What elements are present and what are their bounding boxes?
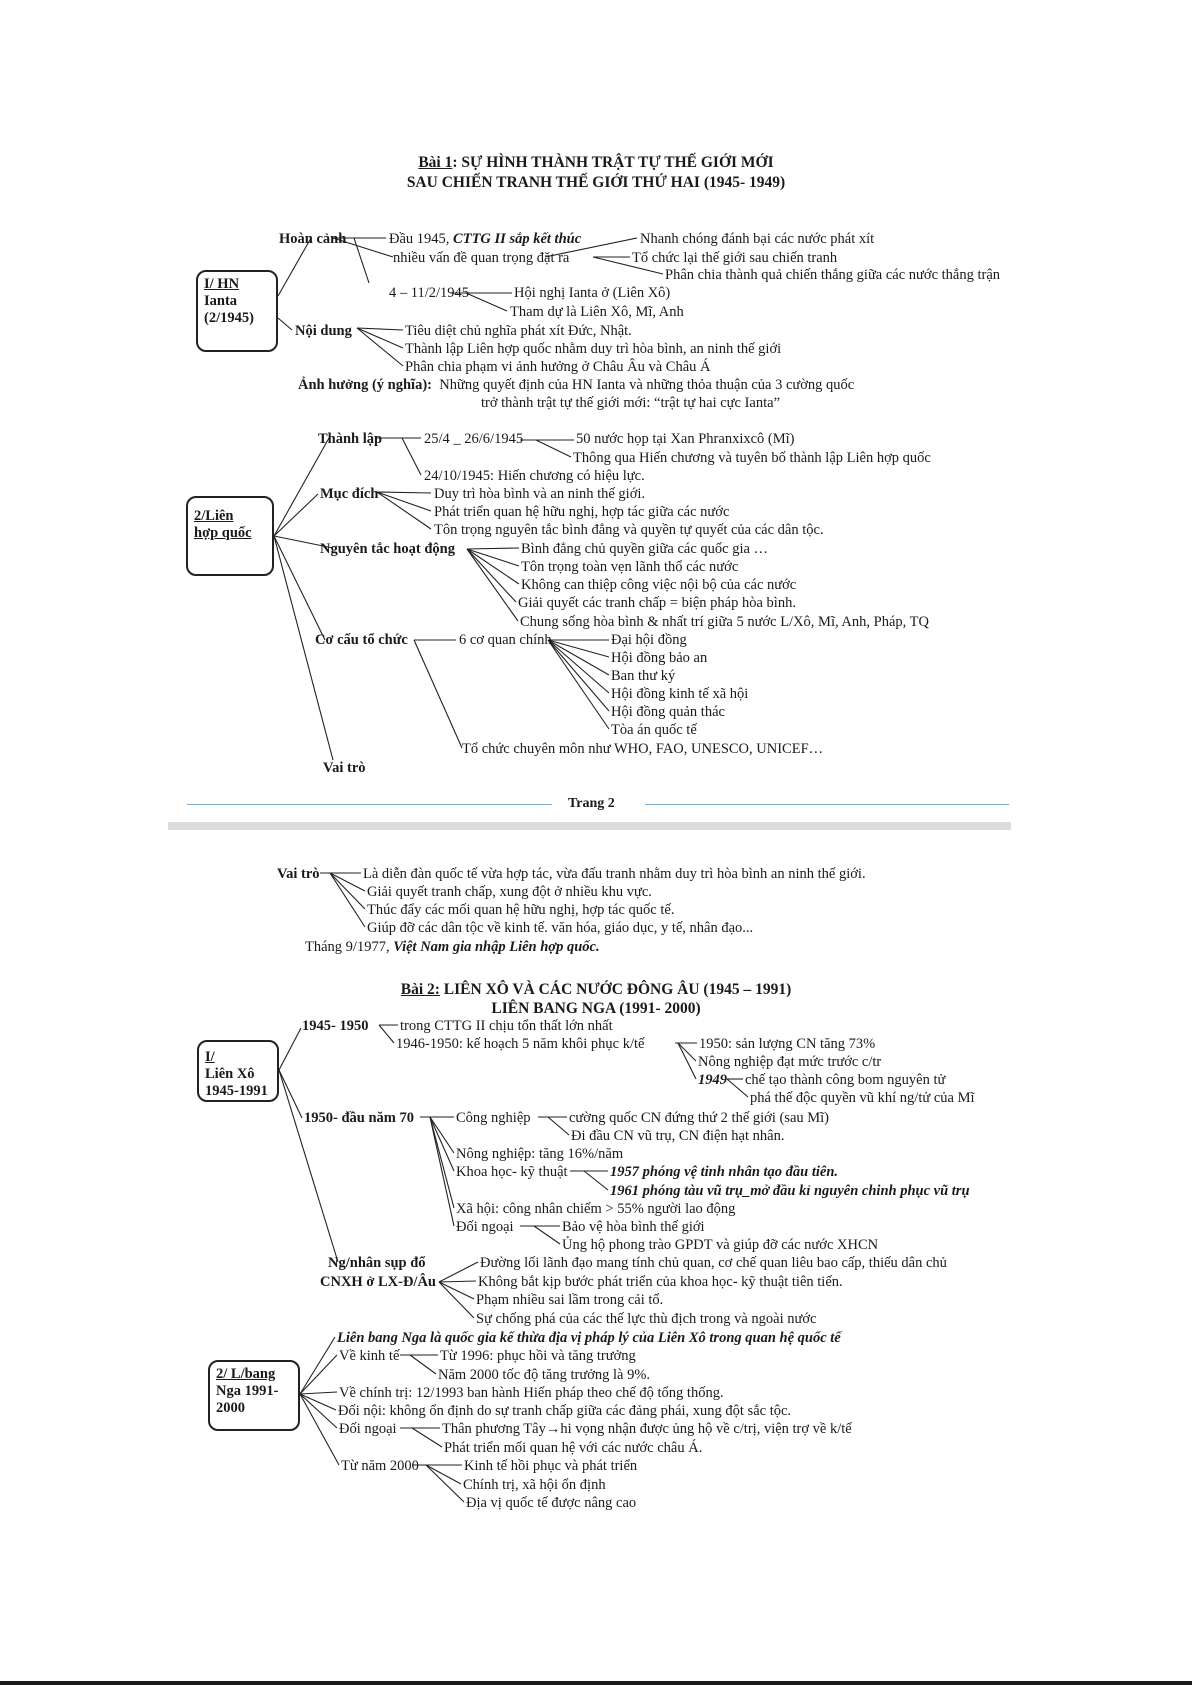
russia-foreign-2: Phát triển mối quan hệ với các nước châu Á. bbox=[444, 1440, 703, 1456]
connector-line-25 bbox=[467, 548, 519, 549]
un-purpose-3: Tôn trọng nguyên tắc bình đẳng và quyền tự quyết của các dân tộc. bbox=[434, 522, 824, 538]
un-organ-1: Đại hội đồng bbox=[611, 632, 687, 648]
connector-line-12 bbox=[357, 328, 403, 366]
russia-box-line3: 2000 bbox=[216, 1400, 245, 1416]
ussr-industry-2: Đi đầu CN vũ trụ, CN điện hạt nhân. bbox=[571, 1128, 785, 1144]
footer-rule-left bbox=[187, 804, 552, 805]
ianta-box-line1: I/ HN bbox=[204, 276, 240, 292]
connector-line-74 bbox=[410, 1355, 436, 1374]
connector-line-40 bbox=[330, 873, 365, 909]
russia-box bbox=[208, 1360, 300, 1431]
p2-vn-join-text: Việt Nam gia nhập Liên hợp quốc. bbox=[393, 939, 600, 955]
connector-line-63 bbox=[439, 1262, 478, 1282]
ussr-bomb-1: chế tạo thành công bom nguyên tử bbox=[745, 1072, 946, 1088]
un-box-line1: 2/Liên bbox=[194, 508, 234, 524]
un-charter-effective: 24/10/1945: Hiến chương có hiệu lực. bbox=[424, 468, 645, 484]
ianta-box bbox=[196, 270, 278, 352]
footer-rule-right bbox=[645, 804, 1009, 805]
connector-line-16 bbox=[274, 536, 325, 640]
ussr-science-1961: 1961 phóng tàu vũ trụ_mở đầu kỉ nguyên chinh phục vũ trụ bbox=[610, 1183, 970, 1199]
ianta-dau-1945-text: Đầu 1945, bbox=[389, 231, 454, 247]
ianta-cttg-ending: CTTG II sắp kết thúc bbox=[453, 231, 582, 247]
ussr-collapse-1: Ng/nhân sụp đổ bbox=[328, 1255, 426, 1271]
ianta-box-line3: (2/1945) bbox=[204, 310, 254, 326]
ianta-noi-dung: Nội dung bbox=[295, 323, 352, 339]
connector-line-49 bbox=[678, 1043, 696, 1079]
connector-line-41 bbox=[330, 873, 365, 927]
ussr-cn73: 1950: sản lượng CN tăng 73% bbox=[699, 1036, 876, 1052]
connector-line-27 bbox=[467, 549, 519, 584]
ianta-box-line2: Ianta bbox=[204, 293, 238, 309]
un-organ-2: Hội đồng bảo an bbox=[611, 650, 708, 666]
ussr-cause-4: Sự chống phá của các thế lực thù địch trong và ngoài nước bbox=[476, 1311, 817, 1327]
lesson2-title-rest: LIÊN XÔ VÀ CÁC NƯỚC ĐÔNG ÂU (1945 – 1991) bbox=[439, 981, 792, 998]
ussr-period-1950: 1950- đầu năm 70 bbox=[304, 1110, 414, 1126]
ianta-nhieu-van-de: nhiều vấn đề quan trọng đặt ra bbox=[393, 250, 570, 266]
connector-line-1 bbox=[278, 318, 292, 330]
ussr-period-1945: 1945- 1950 bbox=[302, 1018, 369, 1034]
connector-line-24 bbox=[377, 492, 431, 529]
lesson1-title bbox=[0, 153, 1192, 172]
ianta-date: 4 – 11/2/1945 bbox=[389, 285, 470, 301]
ussr-plan: 1946-1950: kế hoạch 5 năm khôi phục k/tế bbox=[396, 1036, 645, 1052]
p2-role-3: Thúc đẩy các mối quan hệ hữu nghị, hợp tác quốc tế. bbox=[367, 902, 675, 918]
ussr-cause-3: Phạm nhiều sai lầm trong cải tổ. bbox=[476, 1292, 664, 1308]
connector-line-9 bbox=[466, 293, 507, 311]
russia-box-line2: Nga 1991- bbox=[216, 1383, 279, 1399]
connector-line-42 bbox=[279, 1028, 301, 1070]
ussr-box bbox=[197, 1040, 279, 1102]
connector-line-21 bbox=[536, 440, 571, 457]
un-co-cau: Cơ cấu tổ chức bbox=[315, 632, 408, 648]
connector-line-23 bbox=[377, 492, 431, 511]
un-organ-3: Ban thư ký bbox=[611, 668, 676, 684]
connector-line-19 bbox=[402, 438, 421, 475]
connector-line-14 bbox=[274, 494, 318, 536]
ussr-box-line1: I/ Liên Xô bbox=[205, 1049, 271, 1083]
un-principle-3: Không can thiệp công việc nội bộ của các nước bbox=[521, 577, 797, 593]
ussr-agri: Nông nghiệp đạt mức trước c/tr bbox=[698, 1054, 882, 1070]
russia-domestic: Đối nội: không ổn định do sự tranh chấp giữa các đảng phái, xung đột sắc tộc. bbox=[338, 1403, 792, 1419]
russia-econ-2: Năm 2000 tốc độ tăng trưởng là 9%. bbox=[438, 1367, 651, 1383]
ianta-anh-huong-text2: trở thành trật tự thế giới mới: “trật tự hai cực Ianta” bbox=[481, 395, 781, 411]
page-number: Trang 2 bbox=[568, 796, 615, 811]
connector-line-29 bbox=[467, 549, 518, 621]
ussr-science: Khoa học- kỹ thuật bbox=[456, 1164, 568, 1180]
ussr-foreign: Đối ngoại bbox=[456, 1219, 514, 1235]
connector-line-43 bbox=[279, 1070, 302, 1118]
ianta-participants: Tham dự là Liên Xô, Mĩ, Anh bbox=[510, 304, 684, 320]
connector-line-69 bbox=[300, 1392, 337, 1394]
ianta-content-2: Thành lập Liên hợp quốc nhằm duy trì hòa bình, an ninh thế giới bbox=[405, 341, 782, 357]
p2-role-4: Giúp đỡ các dân tộc về kinh tế. văn hóa, giáo dục, y tế, nhân đạo... bbox=[367, 920, 754, 936]
connector-line-78 bbox=[426, 1465, 461, 1484]
russia-since-1: Kinh tế hồi phục và phát triển bbox=[464, 1458, 638, 1474]
connector-line-4 bbox=[354, 238, 369, 283]
ianta-anh-huong bbox=[298, 377, 854, 394]
ianta-dau-1945 bbox=[389, 231, 581, 248]
ussr-box-line2: 1945-1991 bbox=[205, 1083, 268, 1099]
p2-vai-tro: Vai trò bbox=[277, 866, 320, 882]
connector-line-36 bbox=[548, 640, 609, 711]
page-separator bbox=[168, 822, 1011, 830]
connector-line-22 bbox=[377, 492, 431, 493]
connector-line-66 bbox=[439, 1282, 474, 1318]
ussr-industry: Công nghiệp bbox=[456, 1110, 531, 1126]
russia-foreign: Đối ngoại bbox=[339, 1421, 397, 1437]
connector-line-10 bbox=[357, 328, 403, 330]
ianta-issue-1: Nhanh chóng đánh bại các nước phát xít bbox=[640, 231, 875, 247]
russia-politics: Về chính trị: 12/1993 ban hành Hiến pháp theo chế độ tổng thống. bbox=[339, 1385, 724, 1401]
lesson1-subtitle: SAU CHIẾN TRANH THẾ GIỚI THỨ HAI (1945- 1949) bbox=[406, 174, 786, 191]
connector-line-48 bbox=[678, 1043, 696, 1061]
connector-line-70 bbox=[300, 1394, 336, 1410]
p2-vn-join bbox=[305, 939, 600, 956]
ussr-science-1957: 1957 phóng vệ tinh nhân tạo đầu tiên. bbox=[610, 1164, 839, 1180]
un-purpose-2: Phát triển quan hệ hữu nghị, hợp tác giữa các nước bbox=[434, 504, 730, 520]
ussr-cause-1: Đường lối lãnh đạo mang tính chủ quan, cơ chế quan liêu bao cấp, thiếu dân chủ bbox=[480, 1255, 947, 1271]
un-nguyen-tac: Nguyên tắc hoạt động bbox=[320, 541, 455, 557]
un-thanh-lap: Thành lập bbox=[318, 431, 383, 447]
ianta-anh-huong-label: Ảnh hưởng (ý nghĩa): bbox=[298, 377, 432, 393]
un-principle-5: Chung sống hòa bình & nhất trí giữa 5 nước L/Xô, Mĩ, Anh, Pháp, TQ bbox=[520, 614, 929, 630]
un-principle-1: Bình đẳng chủ quyền giữa các quốc gia … bbox=[521, 541, 769, 557]
russia-econ-1: Từ 1996: phục hồi và tăng trưởng bbox=[440, 1348, 636, 1364]
ianta-content-1: Tiêu diệt chủ nghĩa phát xít Đức, Nhật. bbox=[405, 323, 632, 339]
ussr-foreign-2: Ủng hộ phong trào GPDT và giúp đỡ các nước XHCN bbox=[562, 1237, 879, 1253]
connector-line-58 bbox=[548, 1117, 569, 1135]
ussr-bomb-2: phá thế độc quyền vũ khí ng/tử của Mĩ bbox=[750, 1090, 975, 1106]
lesson2-title-prefix: Bài 2: bbox=[400, 981, 440, 998]
russia-econ: Về kinh tế bbox=[339, 1348, 400, 1364]
ussr-industry-1: cường quốc CN đứng thứ 2 thế giới (sau Mĩ) bbox=[569, 1110, 830, 1126]
ussr-box-label: Liên Xô bbox=[205, 1066, 255, 1082]
connector-line-62 bbox=[534, 1226, 560, 1244]
un-organ-5: Hội đồng quản thác bbox=[611, 704, 725, 720]
ussr-collapse-2: CNXH ở LX-Đ/Âu bbox=[320, 1274, 436, 1290]
ussr-1949: 1949 bbox=[698, 1072, 727, 1088]
connector-line-46 bbox=[379, 1025, 394, 1043]
un-date: 25/4 _ 26/6/1945 bbox=[424, 431, 524, 447]
ussr-losses: trong CTTG II chịu tổn thất lớn nhất bbox=[400, 1018, 613, 1034]
un-muc-dich: Mục đích bbox=[320, 486, 379, 502]
connector-line-79 bbox=[426, 1465, 464, 1502]
un-organ-6: Tòa án quốc tế bbox=[611, 722, 697, 738]
russia-since-3: Địa vị quốc tế được nâng cao bbox=[466, 1495, 637, 1511]
lesson1-title-prefix: Bài 1 bbox=[418, 154, 453, 171]
connector-line-60 bbox=[584, 1171, 608, 1190]
connector-line-11 bbox=[357, 328, 403, 348]
ussr-foreign-1: Bảo vệ hòa bình thế giới bbox=[562, 1219, 705, 1235]
ussr-agri-16: Nông nghiệp: tăng 16%/năm bbox=[456, 1146, 624, 1162]
lesson2-title bbox=[0, 980, 1192, 999]
ussr-society: Xã hội: công nhân chiếm > 55% người lao động bbox=[456, 1201, 736, 1217]
russia-since-2000: Từ năm 2000 bbox=[341, 1458, 419, 1474]
lesson1-title-rest: : SỰ HÌNH THÀNH TRẬT TỰ THẾ GIỚI MỚI bbox=[452, 154, 774, 171]
connector-line-31 bbox=[414, 640, 462, 748]
russia-since-2: Chính trị, xã hội ổn định bbox=[463, 1477, 606, 1493]
connector-line-72 bbox=[300, 1394, 339, 1465]
connector-line-44 bbox=[279, 1070, 338, 1262]
un-specialized: Tổ chức chuyên môn như WHO, FAO, UNESCO, UNICEF… bbox=[462, 741, 824, 757]
connector-line-34 bbox=[548, 640, 609, 675]
connector-line-64 bbox=[439, 1281, 476, 1282]
un-principle-2: Tôn trọng toàn vẹn lãnh thổ các nước bbox=[521, 559, 739, 575]
ianta-hoan-canh: Hoàn cảnh bbox=[279, 231, 347, 247]
p2-role-2: Giải quyết tranh chấp, xung đột ở nhiều khu vực. bbox=[367, 884, 652, 900]
lesson2-subtitle: LIÊN BANG NGA (1991- 2000) bbox=[491, 1000, 701, 1017]
ianta-content-3: Phân chia phạm vi ảnh hưởng ở Châu Âu và Châu Á bbox=[405, 359, 711, 375]
ianta-conference: Hội nghị Ianta ở (Liên Xô) bbox=[514, 285, 671, 301]
p2-role-1: Là diễn đàn quốc tế vừa hợp tác, vừa đấu tranh nhằm duy trì hòa bình an ninh thế giới. bbox=[363, 866, 866, 882]
connector-line-65 bbox=[439, 1282, 474, 1299]
un-principle-4: Giải quyết các tranh chấp = biện pháp hòa bình. bbox=[518, 595, 796, 611]
p2-vn-join-date: Tháng 9/1977, bbox=[305, 939, 394, 955]
un-six-organs: 6 cơ quan chính bbox=[459, 632, 552, 648]
ianta-issue-3: Phân chia thành quả chiến thắng giữa các nước thắng trận bbox=[665, 267, 1001, 283]
bottom-edge-bar bbox=[0, 1681, 1192, 1685]
ianta-anh-huong-text1: Những quyết định của HN Ianta và những thỏa thuận của 3 cường quốc bbox=[439, 377, 855, 393]
russia-box-line1: 2/ L/bang bbox=[216, 1366, 276, 1382]
un-fifty-nations: 50 nước họp tại Xan Phranxixcô (Mĩ) bbox=[576, 431, 795, 447]
un-purpose-1: Duy trì hòa bình và an ninh thế giới. bbox=[434, 486, 646, 502]
connector-line-76 bbox=[412, 1428, 442, 1447]
un-charter: Thông qua Hiến chương và tuyên bố thành lập Liên hợp quốc bbox=[573, 450, 931, 466]
russia-foreign-1: Thân phương Tây→hi vọng nhận được ủng hộ về c/trị, viện trợ về k/tế bbox=[442, 1421, 852, 1437]
un-vai-tro: Vai trò bbox=[323, 760, 366, 776]
un-box bbox=[186, 496, 274, 576]
ussr-cause-2: Không bắt kịp bước phát triển của khoa học- kỹ thuật tiên tiến. bbox=[478, 1274, 843, 1290]
un-box-line2: hợp quốc bbox=[194, 525, 252, 541]
connector-line-67 bbox=[300, 1337, 335, 1394]
connector-line-71 bbox=[300, 1394, 337, 1428]
connector-line-56 bbox=[430, 1117, 454, 1226]
connector-line-68 bbox=[300, 1355, 337, 1394]
un-organ-4: Hội đồng kinh tế xã hội bbox=[611, 686, 749, 702]
ianta-issue-2: Tổ chức lại thế giới sau chiến tranh bbox=[632, 250, 838, 266]
russia-heir: Liên bang Nga là quốc gia kế thừa địa vị pháp lý của Liên Xô trong quan hệ quốc tế bbox=[337, 1330, 841, 1346]
